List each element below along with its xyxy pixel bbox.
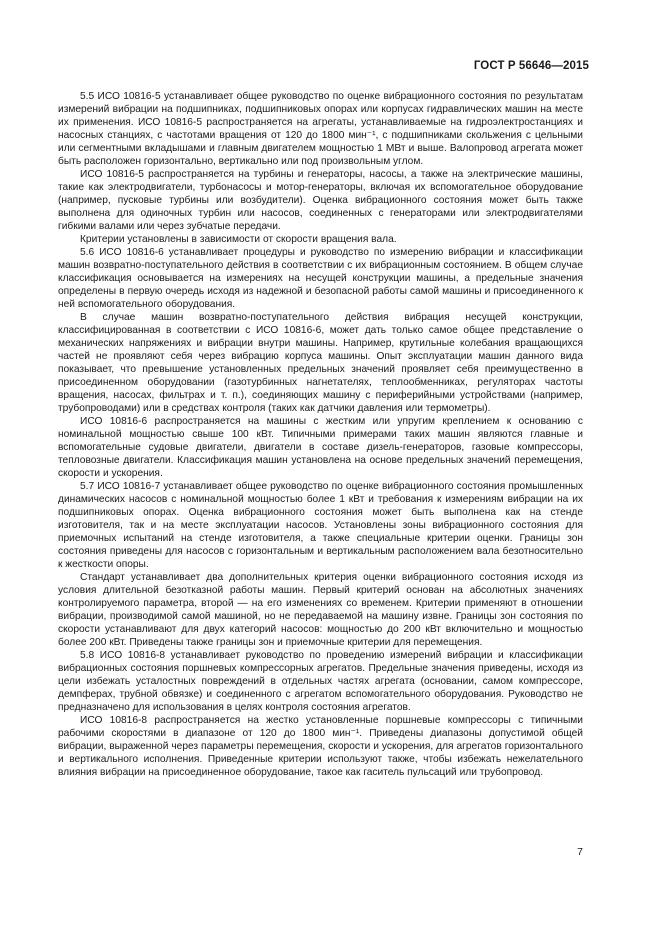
document-header-id: ГОСТ Р 56646—2015	[473, 60, 589, 72]
paragraph: 5.5 ИСО 10816-5 устанавливает общее руководство по оценке вибрационного состояния по результатам измерений вибрации на подшипниках, подшипниковых опорах или корпусах гидравлических машин на месте их применения. ИСО 10816-5 распространяется на агрегаты, устанавливаемые на гидроэлектростанциях и насосных станциях, с частотами вращения от 120 до 1800 мин⁻¹, с подшипниками скольжения с цельными или сегментными вкладышами и главным двигателем мощностью 1 МВт и выше. Валопровод агрегата может быть расположен горизонтально, вертикально или под произвольным углом.	[58, 91, 583, 167]
paragraph: В случае машин возвратно-поступательного действия вибрация несущей конструкции, классифицированная в соответствии с ИСО 10816-6, может дать только самое общее представление о механических напряжениях и вибрации внутри машины. Например, крутильные колебания вращающихся частей не проявляют себя через вибрацию корпуса машины. Опыт эксплуатации машин данного вида показывает, что превышение установленных предельных значений проявляет себя преимущественно в присоединенном оборудовании (газотурбинных нагнетателях, теплообменниках, регуляторах частоты вращения, насосах, фильтрах и т. п.), соединяющих машину с периферийными устройствами (например, трубопроводами) или в средствах контроля (таких как датчики давления или термометры).	[58, 312, 583, 414]
paragraph: Критерии установлены в зависимости от скорости вращения вала.	[80, 234, 397, 245]
paragraph: 5.7 ИСО 10816-7 устанавливает общее руководство по оценке вибрационного состояния промышленных динамических насосов с номинальной мощностью более 1 кВт и требования к измерениям вибрации на их подшипниковых опорах. Оценка вибрационного состояния может быть выполнена как на стенде изготовителя, так и на месте эксплуатации насосов. Установлены зоны вибрационного состояния для приемочных испытаний на стенде изготовителя, а также специальные критерии оценки. Границы зон состояния приведены для насосов с горизонтальным и вертикальным расположением вала безотносительно к жесткости опоры.	[58, 481, 583, 570]
paragraph: ИСО 10816-6 распространяется на машины с жестким или упругим креплением к основанию с номинальной мощностью свыше 100 кВт. Типичными примерами таких машин являются главные и вспомогательные судовые двигатели, двигатели в составе дизель-генераторов, газовые компрессоры, тепловозные двигатели. Классификация машин установлена на основе предельных значений перемещения, скорости и ускорения.	[58, 416, 583, 479]
paragraph: ИСО 10816-5 распространяется на турбины и генераторы, насосы, а также на электрические машины, такие как электродвигатели, турбонасосы и мотор-генераторы, включая их вспомогательное оборудование (например, пусковые турбины или возбудители). Оценка вибрационного состояния может быть также выполнена для одиночных турбин или насосов, соединенных с генераторами или электродвигателями гибкими валами или через зубчатые передачи.	[58, 169, 583, 232]
paragraph: 5.6 ИСО 10816-6 устанавливает процедуры и руководство по измерению вибрации и классификации машин возвратно-поступательного действия в соответствии с их вибрационным состоянием. В общем случае классификация основывается на измерениях на несущей конструкции машины, а предельные значения определены в первую очередь исходя из надежной и безопасной работы самой машины и присоединенного к ней вспомогательного оборудования.	[58, 247, 583, 310]
paragraph: ИСО 10816-8 распространяется на жестко установленные поршневые компрессоры с типичными рабочими скоростями в диапазоне от 120 до 1800 мин⁻¹. Приведены диапазоны допустимой общей вибрации, выраженной через параметры перемещения, скорости и ускорения, для агрегатов горизонтального и вертикального исполнения. Приведенные критерии используют также, чтобы избежать нежелательного влияния вибрации на присоединенное оборудование, такое как гаситель пульсаций или трубопровод.	[58, 715, 583, 778]
paragraph: 5.8 ИСО 10816-8 устанавливает руководство по проведению измерений вибрации и классификации вибрационных состояния поршневых компрессорных агрегатов. Предельные значения приведены, исходя из цели избежать усталостных повреждений в отдельных частях агрегата (основании, самом компрессоре, демпферах, трубной обвязке) и соединенного с агрегатом вспомогательного оборудования. Руководство не предназначено для использования в целях контроля состояния агрегатов.	[58, 650, 583, 713]
paragraph: Стандарт устанавливает два дополнительных критерия оценки вибрационного состояния исходя из условия длительной безотказной работы машин. Первый критерий основан на абсолютных значениях контролируемого параметра, второй — на его изменениях со временем. Критерии применяют в отношении вибрации, производимой самой машиной, но не передаваемой на машину извне. Границы зон состояния по скорости устанавливают для двух категорий насосов: мощностью до 200 кВт включительно и мощностью более 200 кВт. Приведены также границы зон и приемочные критерии для перемещения.	[58, 572, 583, 648]
page-number: 7	[577, 846, 583, 858]
document-body	[58, 90, 583, 779]
